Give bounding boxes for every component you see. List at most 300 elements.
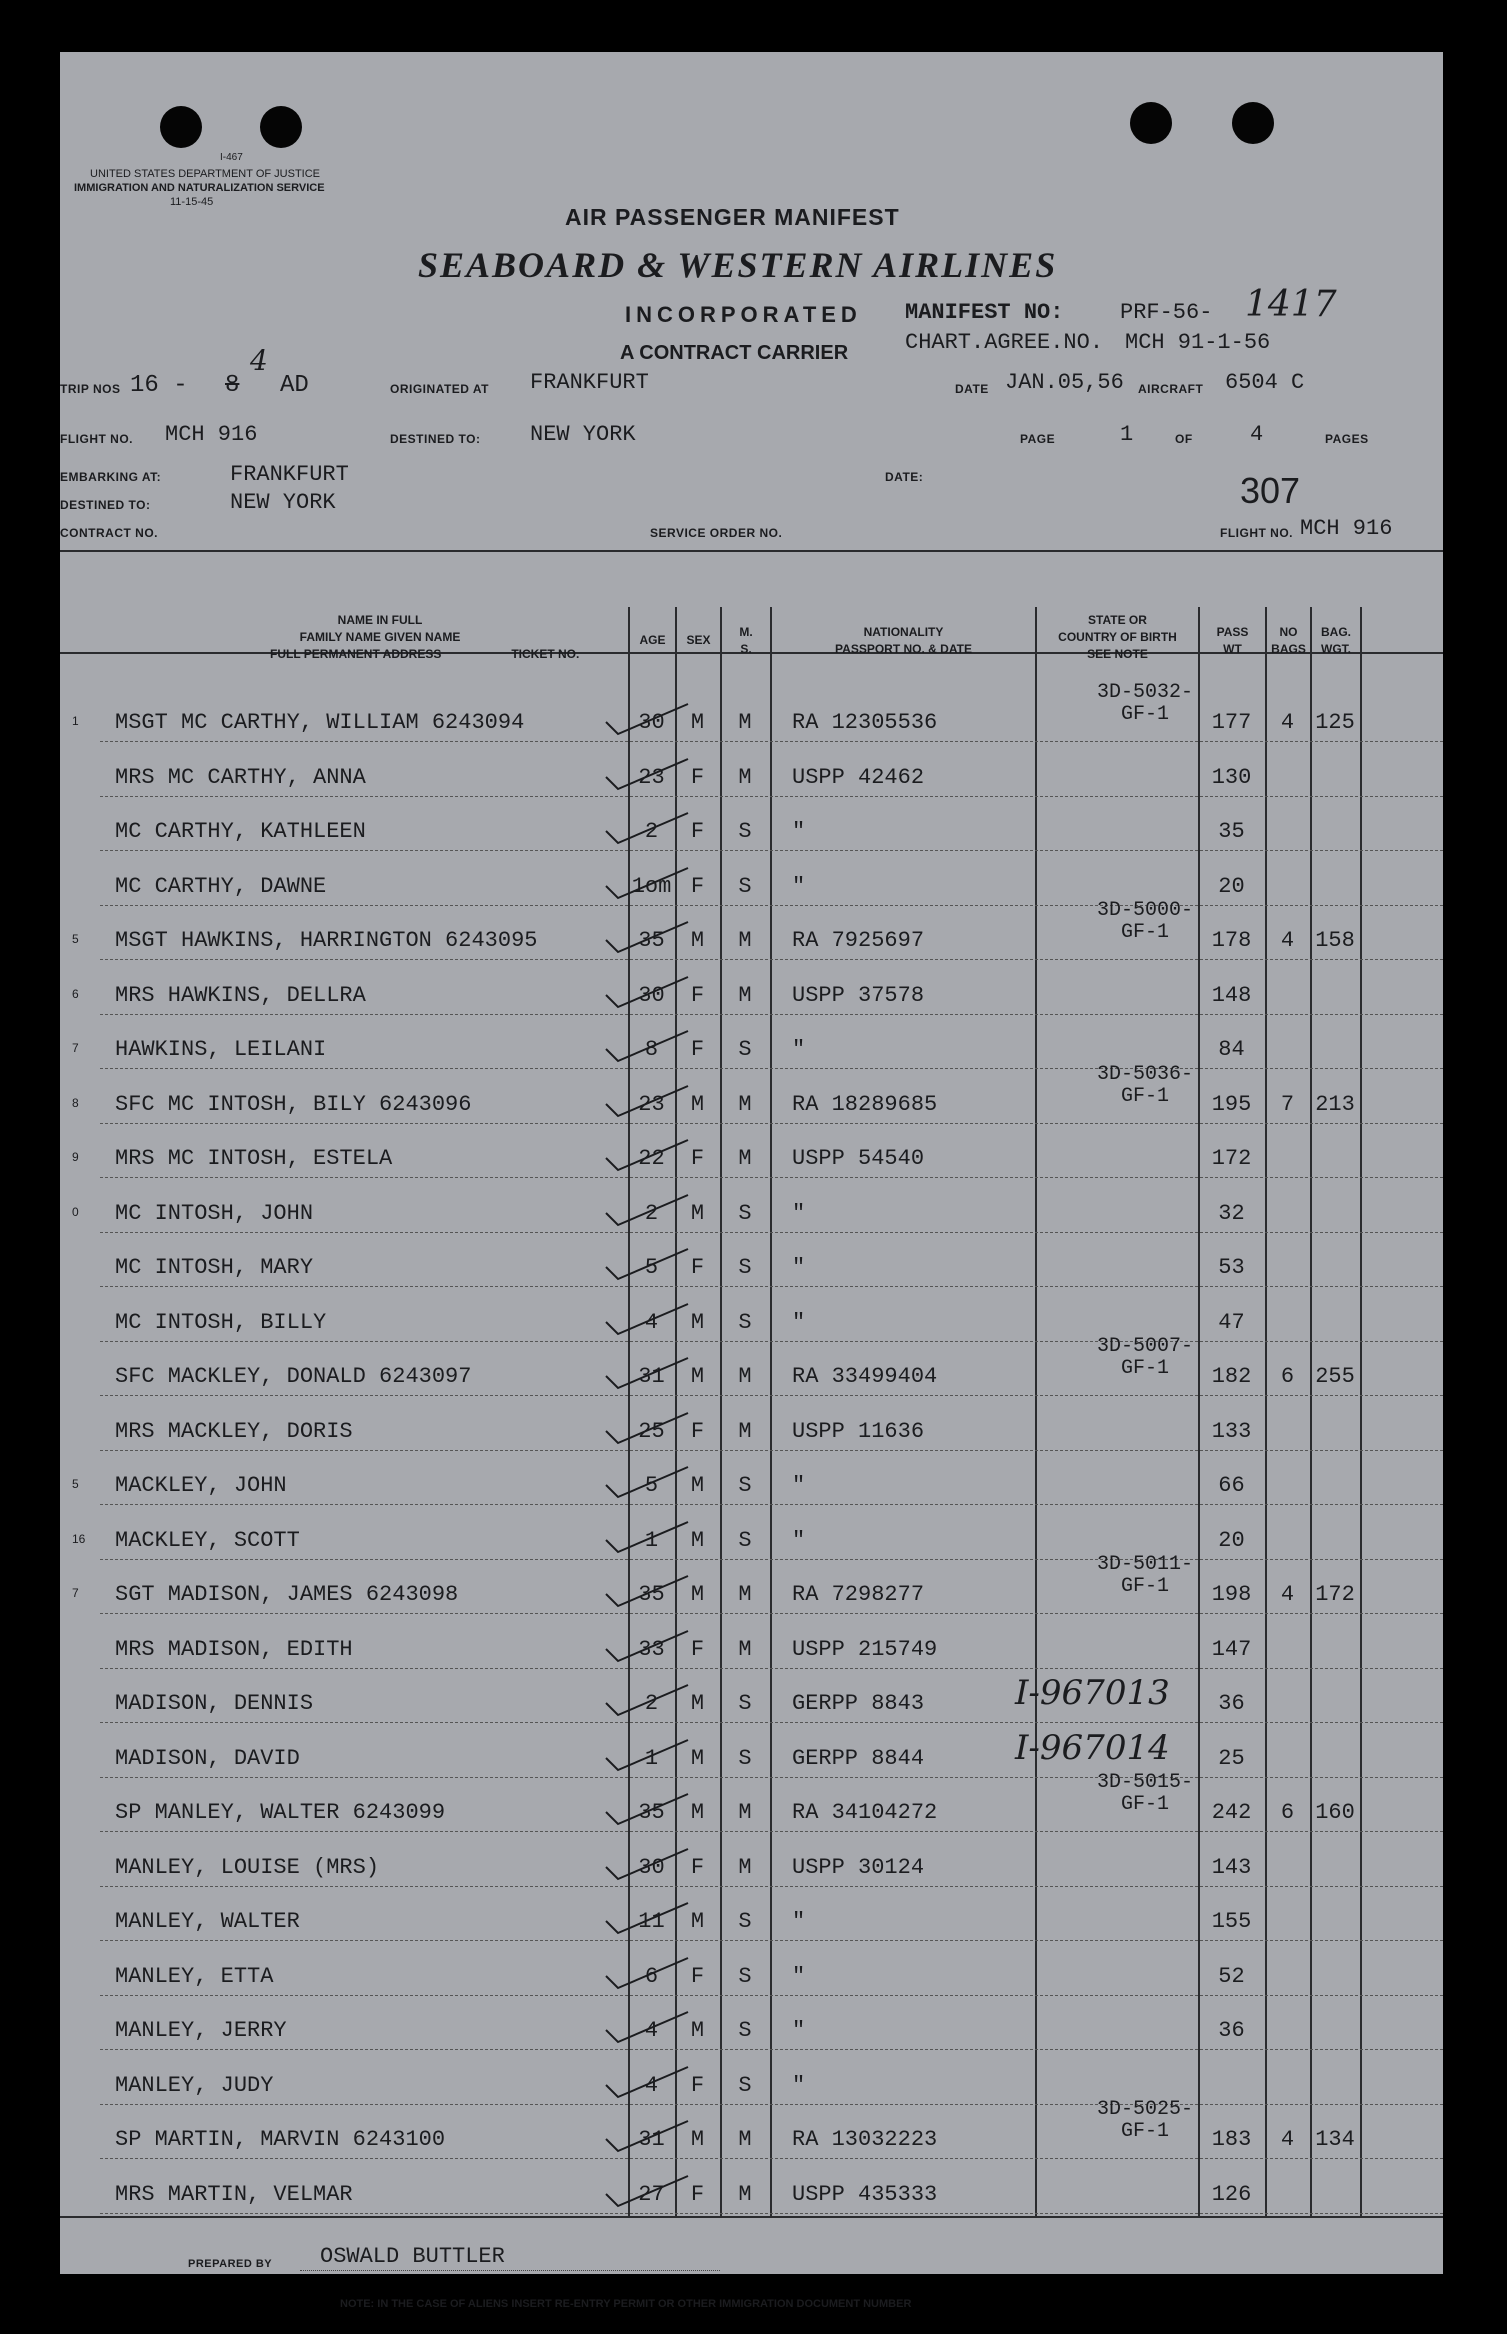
passenger-sex: F xyxy=(690,819,705,844)
incorporated-label: INCORPORATED xyxy=(625,302,862,327)
passenger-name: MC CARTHY, KATHLEEN xyxy=(115,819,366,844)
bag-count: 4 xyxy=(1280,1582,1295,1607)
passenger-weight: 133 xyxy=(1211,1418,1252,1444)
table-row xyxy=(60,1233,1443,1287)
passenger-weight: 182 xyxy=(1211,1364,1252,1389)
table-top-rule xyxy=(60,550,1443,552)
passenger-sex: F xyxy=(690,2181,705,2207)
passenger-sex: M xyxy=(690,710,705,735)
table-row xyxy=(60,961,1443,1015)
contract-label: CONTRACT NO. xyxy=(60,526,158,540)
originated-label: ORIGINATED AT xyxy=(390,382,489,396)
passenger-age: 4 xyxy=(644,2018,659,2043)
trip-number: 16 - xyxy=(130,372,188,399)
passenger-name: SGT MADISON, JAMES 6243098 xyxy=(115,1582,459,1607)
table-bottom-rule xyxy=(60,2216,1443,2218)
column-header-nationality: NATIONALITY PASSPORT NO. & DATE xyxy=(835,625,972,656)
column-header-pass-weight: PASS WT xyxy=(1216,625,1249,656)
passenger-age: 31 xyxy=(638,1364,665,1389)
row-number: 7 xyxy=(72,1586,79,1600)
passenger-weight: 148 xyxy=(1211,982,1252,1008)
passenger-age: 33 xyxy=(638,1636,665,1662)
state-of-birth xyxy=(1060,1772,1230,1816)
passenger-sex: M xyxy=(690,1091,705,1117)
bag-weight: 158 xyxy=(1315,928,1355,953)
passenger-marital-status: M xyxy=(738,982,752,1008)
check-mark-icon xyxy=(600,1792,692,1826)
embarking-label: EMBARKING AT: xyxy=(60,470,162,484)
passenger-marital-status: S xyxy=(738,1909,752,1934)
passenger-weight: 130 xyxy=(1211,764,1252,790)
row-rule xyxy=(100,2212,1443,2214)
passenger-age: 31 xyxy=(638,2127,665,2152)
table-row xyxy=(60,899,1443,960)
date-value: JAN.05,56 xyxy=(1005,370,1124,395)
passenger-age: 35 xyxy=(638,1800,665,1825)
passenger-weight: 172 xyxy=(1211,1146,1252,1171)
page-number: 1 xyxy=(1120,422,1134,447)
passenger-marital-status: M xyxy=(738,2127,752,2152)
footer-note: NOTE: IN THE CASE OF ALIENS INSERT RE-ENTRY PERMIT OR OTHER IMMIGRATION DOCUMENT NUMBER xyxy=(340,2298,912,2310)
trip-label: TRIP NOS xyxy=(60,382,121,396)
check-mark-icon xyxy=(600,702,692,736)
table-row xyxy=(60,852,1443,906)
table-row xyxy=(60,1124,1443,1178)
passenger-marital-status: S xyxy=(738,819,752,844)
passenger-sex: F xyxy=(690,1963,705,1989)
state-suffix: GF-1 xyxy=(1120,1793,1169,1816)
passenger-age: 2 xyxy=(644,1200,659,1226)
passenger-sex: M xyxy=(690,1364,705,1389)
column-header-name: NAME IN FULL FAMILY NAME GIVEN NAME FULL PERMANENT ADDRESS TICKET NO. xyxy=(270,613,580,661)
passenger-age: 6 xyxy=(644,1963,659,1989)
check-mark-icon xyxy=(600,2174,692,2208)
passenger-age: 35 xyxy=(638,928,665,953)
passenger-weight: 143 xyxy=(1211,1854,1252,1880)
passenger-passport: USPP 37578 xyxy=(792,982,925,1008)
passenger-passport: " xyxy=(792,1473,806,1498)
passenger-weight: 20 xyxy=(1218,873,1245,899)
passenger-weight: 36 xyxy=(1218,1691,1245,1716)
table-row xyxy=(60,1996,1443,2050)
row-number: 8 xyxy=(72,1095,79,1110)
alien-registration-handwritten: I-967013 xyxy=(1015,1673,1170,1713)
form-number: I-467 xyxy=(220,152,243,163)
alien-registration-handwritten: I-967014 xyxy=(1015,1727,1170,1768)
table-row xyxy=(60,1724,1443,1778)
bag-weight: 134 xyxy=(1315,2127,1355,2152)
destined2-label: DESTINED TO: xyxy=(60,498,151,512)
flight-label: FLIGHT NO. xyxy=(60,432,133,446)
punch-hole xyxy=(1232,102,1274,144)
passenger-marital-status: S xyxy=(738,1037,752,1062)
passenger-marital-status: S xyxy=(738,1255,752,1280)
passenger-marital-status: S xyxy=(738,2072,752,2098)
passenger-name: MRS HAWKINS, DELLRA xyxy=(115,982,366,1008)
passenger-marital-status: M xyxy=(738,1364,752,1389)
check-mark-icon xyxy=(600,1138,692,1172)
table-row xyxy=(60,1833,1443,1887)
passenger-marital-status: S xyxy=(738,1691,752,1716)
service-name: IMMIGRATION AND NATURALIZATION SERVICE xyxy=(74,182,325,194)
passenger-age: 2 xyxy=(644,819,659,844)
passenger-sex: M xyxy=(690,1527,705,1553)
passenger-weight: 36 xyxy=(1218,2018,1245,2043)
passenger-sex: M xyxy=(690,2018,705,2043)
passenger-sex: F xyxy=(690,1146,705,1171)
passenger-age: 25 xyxy=(638,1418,665,1444)
state-of-birth xyxy=(1060,2099,1230,2143)
passenger-sex: M xyxy=(690,1200,705,1226)
passenger-marital-status: M xyxy=(738,1800,752,1825)
passenger-marital-status: S xyxy=(738,873,752,899)
trip-number-handwritten: 4 xyxy=(250,344,268,377)
passenger-passport: " xyxy=(792,1909,806,1934)
passenger-name: MADISON, DENNIS xyxy=(115,1691,314,1716)
passenger-sex: F xyxy=(690,2072,705,2098)
table-row xyxy=(60,797,1443,851)
passenger-passport: GERPP 8844 xyxy=(792,1745,925,1771)
passenger-age: 35 xyxy=(638,1582,665,1607)
passenger-age: 30 xyxy=(638,982,665,1008)
passenger-marital-status: S xyxy=(738,2018,752,2043)
bag-weight: 213 xyxy=(1315,1091,1355,1117)
aircraft-label: AIRCRAFT xyxy=(1138,382,1204,396)
passenger-name: MACKLEY, SCOTT xyxy=(115,1527,300,1553)
manifest-number-label: MANIFEST NO: xyxy=(905,300,1064,325)
passenger-sex: F xyxy=(690,1037,705,1062)
pages-label: PAGES xyxy=(1325,432,1369,446)
check-mark-icon xyxy=(600,811,692,845)
passenger-name: SP MARTIN, MARVIN 6243100 xyxy=(115,2127,446,2152)
passenger-name: MC INTOSH, MARY xyxy=(115,1255,314,1280)
passenger-marital-status: M xyxy=(738,1091,752,1117)
passenger-passport: GERPP 8843 xyxy=(792,1691,925,1716)
charter-label: CHART.AGREE.NO. xyxy=(905,330,1104,355)
passenger-passport: RA 12305536 xyxy=(792,710,938,735)
passenger-age: 1 xyxy=(644,1527,659,1553)
passenger-age: 23 xyxy=(638,1091,665,1117)
passenger-age: 27 xyxy=(638,2181,665,2207)
passenger-passport: RA 7925697 xyxy=(792,928,925,953)
passenger-passport: " xyxy=(792,2072,806,2098)
table-row xyxy=(60,2051,1443,2105)
of-label: OF xyxy=(1175,432,1193,446)
passenger-sex: F xyxy=(690,1418,705,1444)
table-row xyxy=(60,1335,1443,1396)
passenger-marital-status: S xyxy=(738,1745,752,1771)
check-mark-icon xyxy=(600,866,692,900)
row-number: 1 xyxy=(72,714,79,728)
check-mark-icon xyxy=(600,1411,692,1445)
check-mark-icon xyxy=(600,2065,692,2099)
check-mark-icon xyxy=(600,1956,692,1990)
row-number: 5 xyxy=(72,932,79,946)
originated-value: FRANKFURT xyxy=(530,370,649,395)
passenger-marital-status: M xyxy=(738,710,752,735)
passenger-passport: " xyxy=(792,2018,806,2043)
bag-weight: 160 xyxy=(1315,1800,1355,1825)
column-header-sex: SEX xyxy=(686,633,711,647)
passenger-name: MC INTOSH, JOHN xyxy=(115,1200,314,1226)
passenger-passport: USPP 30124 xyxy=(792,1854,925,1880)
manifest-page xyxy=(60,52,1443,2310)
bag-weight: 172 xyxy=(1315,1582,1355,1607)
column-header-bag-weight: BAG. WGT. xyxy=(1321,625,1351,656)
passenger-marital-status: M xyxy=(738,764,752,790)
passenger-weight: 35 xyxy=(1218,819,1245,844)
column-header-state: STATE OR COUNTRY OF BIRTH SEE NOTE xyxy=(1058,613,1177,661)
passenger-marital-status: S xyxy=(738,1963,752,1989)
check-mark-icon xyxy=(600,2010,692,2044)
airline-name: SEABOARD & WESTERN AIRLINES xyxy=(418,245,1058,285)
passenger-name: MSGT HAWKINS, HARRINGTON 6243095 xyxy=(115,928,538,953)
state-code: 3D-5000- xyxy=(1096,899,1193,922)
passenger-sex: M xyxy=(690,1800,705,1825)
passenger-passport: " xyxy=(792,1037,806,1062)
passenger-name: MANLEY, LOUISE (MRS) xyxy=(115,1854,380,1880)
check-mark-icon xyxy=(600,2119,692,2153)
passenger-passport: " xyxy=(792,819,806,844)
state-suffix: GF-1 xyxy=(1120,1575,1169,1598)
table-row xyxy=(60,1015,1443,1069)
table-row xyxy=(60,1942,1443,1996)
destined-label: DESTINED TO: xyxy=(390,432,481,446)
check-mark-icon xyxy=(600,1629,692,1663)
passenger-sex: F xyxy=(690,764,705,790)
passenger-name: MANLEY, WALTER xyxy=(115,1909,300,1934)
table-row xyxy=(60,681,1443,742)
passenger-age: 1 xyxy=(644,1745,659,1771)
row-number: 6 xyxy=(72,986,79,1001)
state-code: 3D-5011- xyxy=(1096,1553,1193,1576)
passenger-weight: 47 xyxy=(1218,1309,1245,1335)
bag-weight: 125 xyxy=(1315,710,1355,735)
aircraft-value: 6504 C xyxy=(1225,370,1305,395)
punch-hole xyxy=(160,106,202,148)
check-mark-icon xyxy=(600,1029,692,1063)
passenger-name: MRS MC INTOSH, ESTELA xyxy=(115,1146,393,1171)
state-code: 3D-5007- xyxy=(1096,1335,1193,1358)
check-mark-icon xyxy=(600,1574,692,1608)
table-row xyxy=(60,1062,1443,1124)
passenger-marital-status: S xyxy=(738,1200,752,1226)
passenger-passport: RA 18289685 xyxy=(792,1091,938,1117)
passenger-sex: M xyxy=(690,928,705,953)
passenger-passport: USPP 435333 xyxy=(792,2181,938,2207)
passenger-sex: F xyxy=(690,873,705,899)
date-label: DATE xyxy=(955,382,989,396)
passenger-sex: F xyxy=(690,1854,705,1880)
state-code: 3D-5025- xyxy=(1096,2098,1193,2121)
passenger-weight: 183 xyxy=(1211,2127,1252,2152)
passenger-name: SP MANLEY, WALTER 6243099 xyxy=(115,1800,446,1825)
passenger-sex: F xyxy=(690,1255,705,1280)
row-number: 16 xyxy=(72,1531,86,1546)
passenger-passport: " xyxy=(792,1200,806,1226)
prepared-by-label: PREPARED BY xyxy=(188,2258,273,2270)
manifest-number: PRF-56- xyxy=(1120,300,1213,325)
table-row xyxy=(60,1887,1443,1941)
table-row xyxy=(60,2160,1443,2214)
table-row xyxy=(60,1771,1443,1832)
table-row xyxy=(60,1397,1443,1451)
passenger-weight: 147 xyxy=(1211,1636,1252,1662)
charter-number: MCH 91-1-56 xyxy=(1125,330,1271,355)
passenger-passport: " xyxy=(792,1963,806,1989)
check-mark-icon xyxy=(600,1465,692,1499)
passenger-name: MANLEY, ETTA xyxy=(115,1963,274,1989)
passenger-weight: 20 xyxy=(1218,1527,1245,1553)
passenger-passport: USPP 54540 xyxy=(792,1146,925,1171)
column-header-age: AGE xyxy=(639,633,666,647)
passenger-name: MC CARTHY, DAWNE xyxy=(115,873,327,899)
passenger-marital-status: S xyxy=(738,1473,752,1498)
passenger-weight: 178 xyxy=(1211,928,1252,953)
state-suffix: GF-1 xyxy=(1120,2120,1169,2143)
table-row xyxy=(60,1288,1443,1342)
bag-count: 7 xyxy=(1280,1091,1295,1117)
table-row xyxy=(60,1506,1443,1560)
state-of-birth xyxy=(1060,1064,1230,1108)
passenger-age: 30 xyxy=(638,1854,665,1880)
passenger-marital-status: M xyxy=(738,1582,752,1607)
bag-count: 6 xyxy=(1280,1364,1295,1389)
passenger-age: 11 xyxy=(638,1909,665,1934)
form-date-code: 11-15-45 xyxy=(170,196,214,208)
check-mark-icon xyxy=(600,920,692,954)
state-code: 3D-5032- xyxy=(1096,681,1193,704)
contract-carrier-label: A CONTRACT CARRIER xyxy=(620,342,849,364)
table-row xyxy=(60,1669,1443,1723)
destined-value: NEW YORK xyxy=(530,422,636,447)
passenger-marital-status: M xyxy=(738,2181,752,2207)
bag-count: 6 xyxy=(1280,1800,1295,1825)
check-mark-icon xyxy=(600,1084,692,1118)
check-mark-icon xyxy=(600,975,692,1009)
passenger-weight: 242 xyxy=(1211,1800,1252,1825)
passenger-marital-status: M xyxy=(738,1636,752,1662)
passenger-name: SFC MACKLEY, DONALD 6243097 xyxy=(115,1364,472,1389)
destined2-value: NEW YORK xyxy=(230,490,336,515)
passenger-age: 4 xyxy=(644,1309,659,1335)
passenger-name: MC INTOSH, BILLY xyxy=(115,1309,327,1335)
table-row xyxy=(60,743,1443,797)
passenger-sex: M xyxy=(690,1473,705,1498)
trip-number-struck: 8 xyxy=(225,372,240,399)
passenger-passport: " xyxy=(792,1527,806,1553)
passenger-age: 2 xyxy=(644,1691,659,1716)
bag-count: 4 xyxy=(1280,2127,1295,2152)
page-title: AIR PASSENGER MANIFEST xyxy=(565,204,900,230)
state-of-birth xyxy=(1060,1554,1230,1598)
passenger-passport: " xyxy=(792,1309,806,1335)
table-row xyxy=(60,1179,1443,1233)
passenger-name: MRS MACKLEY, DORIS xyxy=(115,1418,353,1444)
department-name: UNITED STATES DEPARTMENT OF JUSTICE xyxy=(90,168,321,180)
check-mark-icon xyxy=(600,1356,692,1390)
passenger-passport: " xyxy=(792,1255,806,1280)
state-of-birth xyxy=(1060,900,1230,944)
passenger-passport: USPP 42462 xyxy=(792,764,925,790)
passenger-age: 22 xyxy=(638,1146,665,1171)
flight2-value: MCH 916 xyxy=(1300,516,1393,541)
passenger-sex: M xyxy=(690,1309,705,1335)
passenger-marital-status: M xyxy=(738,1146,752,1171)
check-mark-icon xyxy=(600,1520,692,1554)
passenger-marital-status: M xyxy=(738,1418,752,1444)
passenger-passport: " xyxy=(792,873,806,899)
state-code: 3D-5036- xyxy=(1096,1062,1193,1086)
passenger-name: MANLEY, JUDY xyxy=(115,2072,274,2098)
table-row xyxy=(60,1451,1443,1505)
passenger-age: 1om xyxy=(631,873,672,899)
trip-suffix: AD xyxy=(280,372,309,399)
prepared-by-value: OSWALD BUTTLER xyxy=(320,2244,505,2269)
passenger-weight: 52 xyxy=(1218,1963,1245,1989)
state-of-birth xyxy=(1060,1336,1230,1380)
passenger-age: 4 xyxy=(644,2072,659,2098)
passenger-weight: 84 xyxy=(1218,1037,1245,1062)
passenger-passport: USPP 11636 xyxy=(792,1418,925,1444)
passenger-marital-status: S xyxy=(738,1309,752,1335)
passenger-passport: RA 7298277 xyxy=(792,1582,925,1607)
passenger-age: 5 xyxy=(644,1255,659,1280)
passenger-age: 8 xyxy=(644,1037,659,1062)
handwritten-number: 307 xyxy=(1240,470,1301,511)
embarking-value: FRANKFURT xyxy=(230,462,349,487)
manifest-number-handwritten: 1417 xyxy=(1245,284,1337,325)
check-mark-icon xyxy=(600,757,692,791)
bag-count: 4 xyxy=(1280,710,1295,735)
passenger-passport: RA 13032223 xyxy=(792,2127,938,2152)
passenger-passport: RA 33499404 xyxy=(792,1364,938,1389)
passenger-name: SFC MC INTOSH, BILY 6243096 xyxy=(115,1091,472,1117)
check-mark-icon xyxy=(600,1193,692,1227)
check-mark-icon xyxy=(600,1738,692,1772)
passenger-passport: USPP 215749 xyxy=(792,1636,938,1662)
passenger-name: MACKLEY, JOHN xyxy=(115,1473,287,1498)
flight-value: MCH 916 xyxy=(165,422,258,447)
bag-weight: 255 xyxy=(1315,1364,1355,1389)
passenger-name: MSGT MC CARTHY, WILLIAM 6243094 xyxy=(115,710,525,735)
bag-count: 4 xyxy=(1280,928,1295,953)
page-label: PAGE xyxy=(1020,432,1056,446)
passenger-weight: 66 xyxy=(1218,1473,1245,1498)
state-code: 3D-5015- xyxy=(1096,1771,1193,1794)
column-header-marital: M. S. xyxy=(739,625,753,656)
punch-hole xyxy=(260,106,302,148)
passenger-age: 23 xyxy=(638,764,665,790)
passenger-name: HAWKINS, LEILANI xyxy=(115,1037,327,1062)
row-number: 0 xyxy=(72,1204,79,1219)
page-count: 4 xyxy=(1250,422,1264,447)
passenger-name: MRS MARTIN, VELMAR xyxy=(115,2181,353,2207)
row-number: 5 xyxy=(72,1477,79,1491)
passenger-sex: M xyxy=(690,1745,705,1771)
flight2-label: FLIGHT NO. xyxy=(1220,526,1293,540)
check-mark-icon xyxy=(600,1847,692,1881)
state-suffix: GF-1 xyxy=(1120,703,1169,726)
state-of-birth xyxy=(1060,682,1230,726)
passenger-name: MRS MC CARTHY, ANNA xyxy=(115,764,366,790)
passenger-weight: 53 xyxy=(1218,1255,1245,1280)
punch-hole xyxy=(1130,102,1172,144)
state-suffix: GF-1 xyxy=(1120,921,1169,944)
check-mark-icon xyxy=(600,1683,692,1717)
passenger-weight: 126 xyxy=(1211,2181,1252,2207)
passenger-weight: 177 xyxy=(1211,710,1252,735)
